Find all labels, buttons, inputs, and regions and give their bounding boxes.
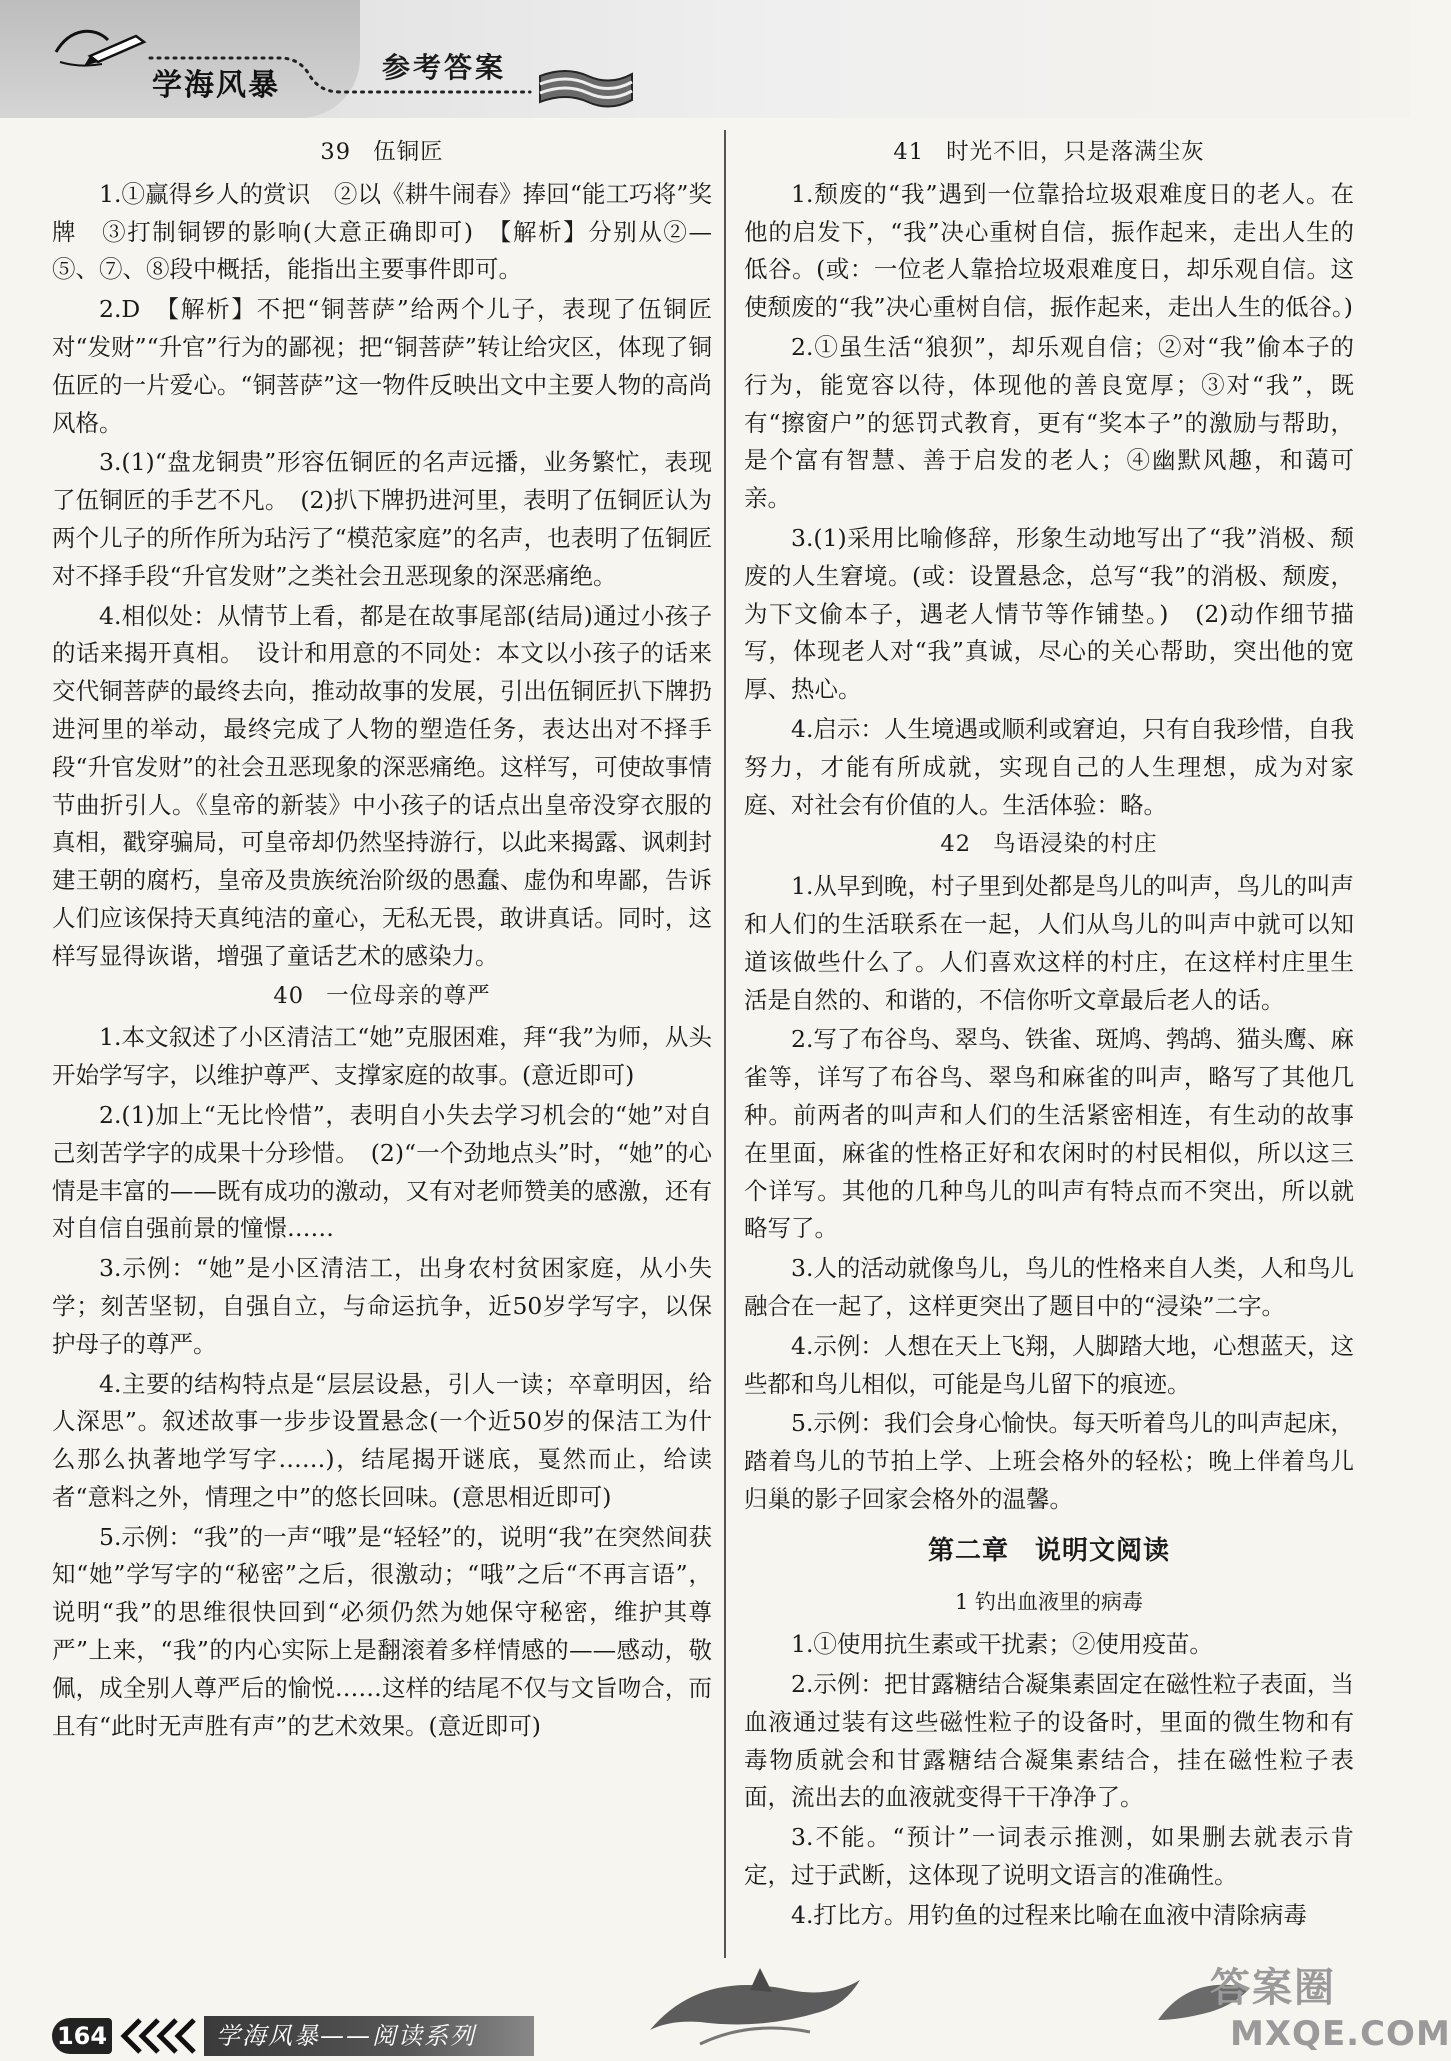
header-title: 参考答案	[382, 51, 507, 84]
answer-paragraph: 5.示例：我们会身心愉快。每天听着鸟儿的叫声起床，踏着鸟儿的节拍上学、上班会格外的轻松；晚上伴着鸟儿归巢的影子回家会格外的温馨。	[744, 1409, 1354, 1513]
answer-paragraph: 2.写了布谷鸟、翠鸟、铁雀、斑鸠、鹁鸪、猫头鹰、麻雀等，详写了布谷鸟、翠鸟和麻雀的叫声，略写了其他几种。前两者的叫声和人们的生活紧密相连，有生动的故事在里面，麻雀的性格正好和农闲时的村民相似，所以这三个详写。其他的几种鸟儿的叫声有特点而不突出，所以就略写了。	[744, 1025, 1354, 1243]
answer-paragraph: 4.主要的结构特点是“层层设悬，引人一读；卒章明因，给人深思”。叙述故事一步步设置悬念(一个近50岁的保洁工为什么那么执著地学写字……)，结尾揭开谜底，戛然而止，给读者“意料之外，情理之中”的悠长回味。(意思相近即可)	[52, 1369, 712, 1511]
series-label: 学海风暴——阅读系列	[204, 2016, 534, 2056]
section-title-40	[52, 978, 712, 1016]
right-column	[744, 132, 1354, 1937]
chevrons-icon	[118, 2016, 208, 2056]
section-number: 41	[893, 139, 925, 165]
chapter-heading	[744, 1533, 1354, 1571]
answer-paragraph: 4.相似处：从情节上看，都是在故事尾部(结局)通过小孩子的话来揭开真相。 设计和用意的不同处：本文以小孩子的话来交代铜菩萨的最终去向，推动故事的发展，引出伍铜匠扒下牌扔进河里的举动，最终完成了人物的塑造任务，表达出对不择手段“升官发财”的社会丑恶现象的深恶痛绝。这样写，可使故事情节曲折引人。《皇帝的新装》中小孩子的话点出皇帝没穿衣服的真相，戳穿骗局，可皇帝却仍然坚持游行，以此来揭露、讽刺封建王朝的腐朽，皇帝及贵族统治阶级的愚蠢、虚伪和卑鄙，告诉人们应该保持天真纯洁的童心，无私无畏，敢讲真话。同时，这样写显得诙谐，增强了童话艺术的感染力。	[52, 601, 712, 970]
section-title-text: 时光不旧，只是落满尘灰	[946, 139, 1205, 165]
answer-paragraph: 4.打比方。用钓鱼的过程来比喻在血液中清除病毒	[791, 1900, 1307, 1929]
page-header	[0, 0, 1411, 120]
section-title-text: 一位母亲的尊严	[326, 982, 491, 1009]
watermark-text: 答案圈	[1210, 1965, 1336, 2011]
answer-paragraph: 1.①使用抗生素或干扰素；②使用疫苗。	[791, 1630, 1213, 1659]
column-divider	[724, 130, 726, 1958]
section-number: 40	[273, 982, 305, 1009]
watermark-url: MXQE.COM	[1230, 2014, 1451, 2054]
answer-paragraph: 3.人的活动就像鸟儿，鸟儿的性格来自人类，人和鸟儿融合在一起了，这样更突出了题目中的“浸染”二字。	[744, 1254, 1354, 1320]
chapter-number: 第二章	[927, 1535, 1009, 1566]
page-number: 164	[52, 2018, 112, 2054]
answer-paragraph: 3.(1)“盘龙铜贵”形容伍铜匠的名声远播，业务繁忙，表现了伍铜匠的手艺不凡。 (2)扒下牌扔进河里，表明了伍铜匠认为两个儿子的所作所为玷污了“模范家庭”的名声，也表明了伍铜匠对不择手段“升官发财”之类社会丑恶现象的深恶痛绝。	[52, 448, 712, 590]
dolphin-icon	[640, 1960, 870, 2050]
section-title-42	[744, 826, 1354, 864]
answer-paragraph: 4.示例：人想在天上飞翔，人脚踏大地，心想蓝天，这些都和鸟儿相似，可能是鸟儿留下的痕迹。	[744, 1331, 1354, 1398]
pen-writing-icon	[50, 22, 150, 70]
subsection-title: 1 钓出血液里的病毒	[954, 1590, 1144, 1615]
flag-icon	[536, 66, 636, 112]
answer-paragraph: 2.示例：把甘露糖结合凝集素固定在磁性粒子表面，当血液通过装有这些磁性粒子的设备时，里面的微生物和有毒物质就会和甘露糖结合凝集素结合，挂在磁性粒子表面，流出去的血液就变得干干净净了。	[744, 1670, 1354, 1812]
section-title-text: 伍铜匠	[373, 139, 444, 165]
answer-paragraph: 2.①虽生活“狼狈”，却乐观自信；②对“我”偷本子的行为，能宽容以待，体现他的善良宽厚；③对“我”，既有“擦窗户”的惩罚式教育，更有“奖本子”的激励与帮助，是个富有智慧、善于启发的老人；④幽默风趣，和蔼可亲。	[744, 332, 1354, 513]
brand-name: 学海风暴	[152, 68, 280, 103]
answer-paragraph: 3.不能。“预计”一词表示推测，如果删去就表示肯定，过于武断，这体现了说明文语言的准确性。	[744, 1823, 1354, 1890]
answer-paragraph: 1.颓废的“我”遇到一位靠拾垃圾艰难度日的老人。在他的启发下，“我”决心重树自信，振作起来，走出人生的低谷。(或：一位老人靠拾垃圾艰难度日，却乐观自信。这使颓废的“我”决心重树自信，振作起来，走出人生的低谷。)	[744, 179, 1354, 322]
answer-paragraph: 3.示例：“她”是小区清洁工，出身农村贫困家庭，从小失学；刻苦坚韧，自强自立，与命运抗争，近50岁学写字，以保护母子的尊严。	[52, 1254, 712, 1358]
answer-paragraph: 3.(1)采用比喻修辞，形象生动地写出了“我”消极、颓废的人生窘境。(或：设置悬念，总写“我”的消极、颓废，为下文偷本子，遇老人情节等作铺垫。) (2)动作细节描写，体现老人对“我”真诚，尽心的关心帮助，突出他的宽厚、热心。	[744, 523, 1354, 704]
left-column	[52, 132, 712, 1747]
section-title-41	[744, 134, 1354, 172]
section-title-39	[52, 134, 712, 172]
answer-paragraph: 5.示例：“我”的一声“哦”是“轻轻”的，说明“我”在突然间获知“她”学写字的“秘密”之后，很激动；“哦”之后“不再言语”，说明“我”的思维很快回到“必须仍然为她保守秘密，维护其尊严”上来，“我”的内心实际上是翻滚着多样情感的——感动，敬佩，成全别人尊严后的愉悦……这样的结尾不仅与文旨吻合，而且有“此时无声胜有声”的艺术效果。(意近即可)	[52, 1522, 712, 1740]
section-number: 42	[940, 831, 972, 858]
answer-paragraph: 2.D 【解析】不把“铜菩萨”给两个儿子，表现了伍铜匠对“发财”“升官”行为的鄙视；把“铜菩萨”转让给灾区，体现了铜伍匠的一片爱心。“铜菩萨”这一物件反映出文中主要人物的高尚风格。	[52, 295, 712, 437]
answer-paragraph: 2.(1)加上“无比怜惜”，表明自小失去学习机会的“她”对自己刻苦学字的成果十分珍惜。 (2)“一个劲地点头”时，“她”的心情是丰富的——既有成功的激动，又有对老师赞美的感激，还有对自信自强前景的憧憬……	[52, 1100, 712, 1243]
answer-paragraph: 1.本文叙述了小区清洁工“她”克服困难，拜“我”为师，从头开始学写字，以维护尊严、支撑家庭的故事。(意近即可)	[52, 1023, 712, 1090]
section-number: 39	[320, 139, 352, 165]
answer-paragraph: 4.启示：人生境遇或顺利或窘迫，只有自我珍惜，自我努力，才能有所成就，实现自己的人生理想，成为对家庭、对社会有价值的人。生活体验：略。	[744, 714, 1354, 819]
chapter-title: 说明文阅读	[1035, 1535, 1171, 1566]
answer-paragraph: 1.从早到晚，村子里到处都是鸟儿的叫声，鸟儿的叫声和人们的生活联系在一起，人们从鸟儿的叫声中就可以知道该做些什么了。人们喜欢这样的村庄，在这样村庄里生活是自然的、和谐的，不信你听文章最后老人的话。	[744, 872, 1354, 1014]
section-title-text: 鸟语浸染的村庄	[993, 831, 1158, 858]
answer-paragraph: 1.①赢得乡人的赏识 ②以《耕牛闹春》捧回“能工巧将”奖牌 ③打制铜锣的影响(大意正确即可) 【解析】分别从②—⑤、⑦、⑧段中概括，能指出主要事件即可。	[52, 179, 712, 284]
